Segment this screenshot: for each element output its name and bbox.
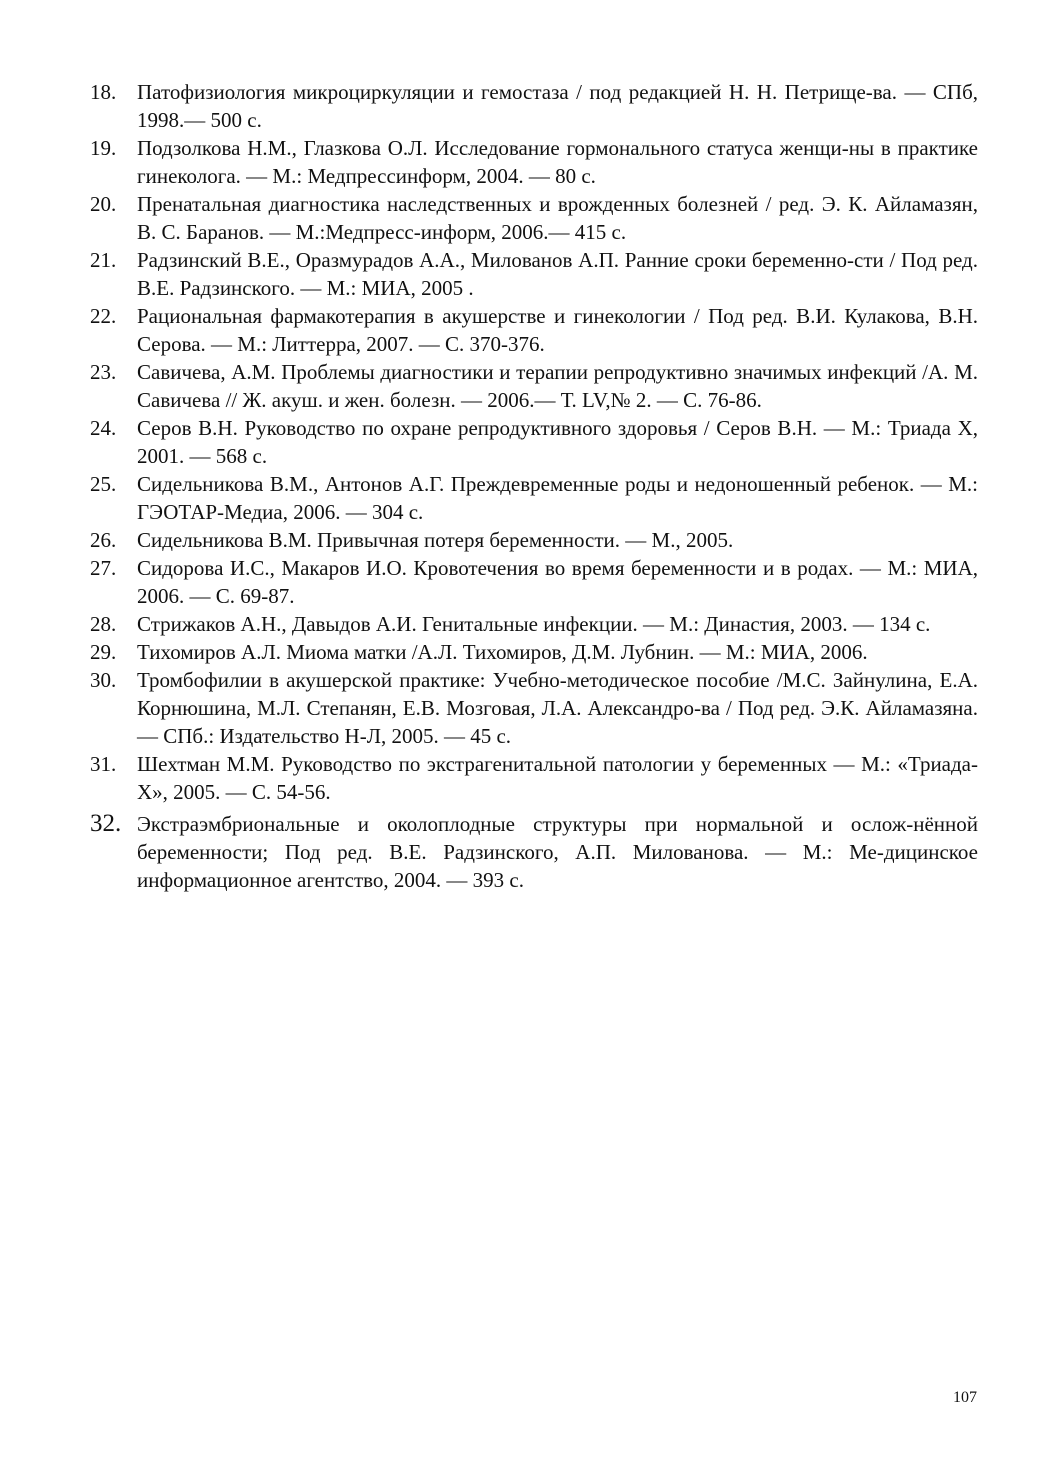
- reference-item: [90, 358, 978, 414]
- reference-text: Тромбофилии в акушерской практике: Учебно-методическое пособие /М.С. Зайнулина, Е.А. Корнюшина, М.Л. Степанян, Е.В. Мозговая, Л.А. Александро-ва / Под ред. Э.К. Айламазяна. — СПб.: Издательство Н-Л, 2005. — 45 с.: [137, 668, 978, 748]
- reference-number: 28.: [90, 612, 117, 636]
- reference-number: 29.: [90, 640, 117, 664]
- reference-text: Патофизиология микроциркуляции и гемостаза / под редакцией Н. Н. Петрище-ва. — СПб, 1998.— 500 с.: [137, 80, 978, 132]
- reference-number: 32.: [90, 810, 122, 837]
- reference-item: [90, 610, 978, 638]
- reference-number: 21.: [90, 248, 117, 272]
- reference-number: 26.: [90, 528, 117, 552]
- reference-number: 22.: [90, 304, 117, 328]
- reference-text: Серов В.Н. Руководство по охране репродуктивного здоровья / Серов В.Н. — М.: Триада Х, 2001. — 568 с.: [137, 416, 978, 468]
- reference-text: Подзолкова Н.М., Глазкова О.Л. Исследование гормонального статуса женщи-ны в практике гинеколога. — М.: Медпрессинформ, 2004. — 80 с.: [137, 136, 978, 188]
- reference-text: Сидельникова В.М., Антонов А.Г. Преждевременные роды и недоношенный ребенок. — М.: ГЭОТАР-Медиа, 2006. — 304 с.: [137, 472, 978, 524]
- reference-text: Экстраэмбриональные и околоплодные структуры при нормальной и ослож-нённой беременности; Под ред. В.Е. Радзинского, А.П. Милованова. — М.: Ме-дицинское информационное агентство, 2004. — 393 с.: [137, 812, 978, 892]
- reference-text: Пренатальная диагностика наследственных и врожденных болезней / ред. Э. К. Айламазян, В. С. Баранов. — М.:Медпресс-информ, 2006.— 415 с.: [137, 192, 978, 244]
- reference-text: Савичева, А.М. Проблемы диагностики и терапии репродуктивно значимых инфекций /А. М. Савичева // Ж. акуш. и жен. болезн. — 2006.— Т. LV,№ 2. — С. 76-86.: [137, 360, 978, 412]
- reference-item: [90, 554, 978, 610]
- reference-item: [90, 134, 978, 190]
- reference-item: [90, 190, 978, 246]
- reference-item: [90, 302, 978, 358]
- reference-list: [90, 78, 978, 894]
- reference-text: Стрижаков А.Н., Давыдов А.И. Генитальные инфекции. — М.: Династия, 2003. — 134 с.: [137, 612, 931, 636]
- reference-number: 24.: [90, 416, 117, 440]
- reference-item: [90, 666, 978, 750]
- reference-item: [90, 638, 978, 666]
- reference-number: 18.: [90, 80, 117, 104]
- reference-text: Шехтман М.М. Руководство по экстрагенитальной патологии у беременных — М.: «Триада-Х», 2005. — С. 54-56.: [137, 752, 978, 804]
- reference-item: [90, 810, 978, 894]
- reference-text: Сидорова И.С., Макаров И.О. Кровотечения во время беременности и в родах. — М.: МИА, 2006. — С. 69-87.: [137, 556, 978, 608]
- reference-item: [90, 750, 978, 806]
- reference-text: Радзинский В.Е., Оразмурадов А.А., Милованов А.П. Ранние сроки беременно-сти / Под ред. В.Е. Радзинского. — М.: МИА, 2005 .: [137, 248, 978, 300]
- reference-text: Сидельникова В.М. Привычная потеря беременности. — М., 2005.: [137, 528, 734, 552]
- page-number: 107: [953, 1389, 977, 1406]
- reference-item: [90, 246, 978, 302]
- reference-item: [90, 414, 978, 470]
- reference-item: [90, 78, 978, 134]
- reference-number: 27.: [90, 556, 117, 580]
- reference-number: 23.: [90, 360, 117, 384]
- reference-text: Рациональная фармакотерапия в акушерстве и гинекологии / Под ред. В.И. Кулакова, В.Н. Серова. — М.: Литтерра, 2007. — С. 370-376.: [137, 304, 978, 356]
- reference-number: 25.: [90, 472, 117, 496]
- reference-number: 31.: [90, 752, 117, 776]
- reference-number: 19.: [90, 136, 117, 160]
- reference-item: [90, 526, 978, 554]
- reference-text: Тихомиров А.Л. Миома матки /А.Л. Тихомиров, Д.М. Лубнин. — М.: МИА, 2006.: [137, 640, 868, 664]
- reference-item: [90, 470, 978, 526]
- reference-number: 30.: [90, 668, 117, 692]
- reference-number: 20.: [90, 192, 117, 216]
